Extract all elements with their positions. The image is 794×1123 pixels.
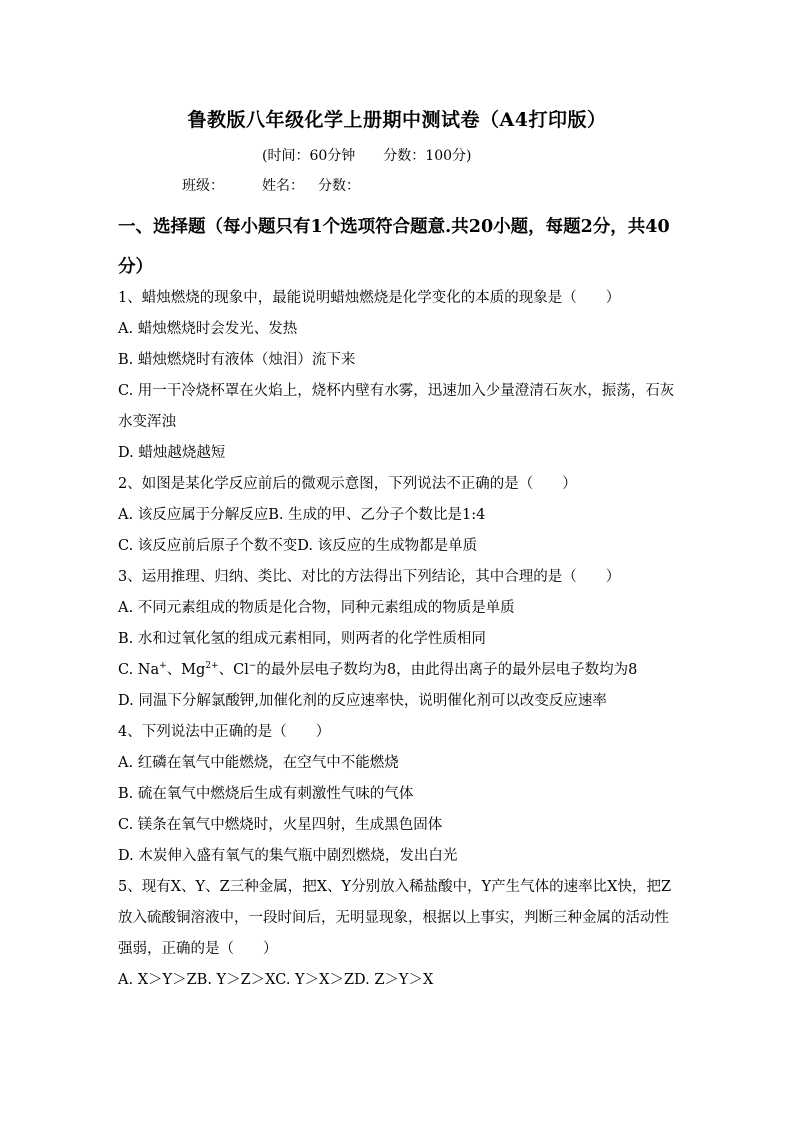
name-label: 姓名： <box>262 178 304 194</box>
question-3-option-d: D. 同温下分解氯酸钾,加催化剂的反应速率快，说明催化剂可以改变反应速率 <box>118 693 607 709</box>
question-1-stem: 1、蜡烛燃烧的现象中，最能说明蜡烛燃烧是化学变化的本质的现象是（ ） <box>118 290 621 306</box>
page-title: 鲁教版八年级化学上册期中测试卷（A4打印版） <box>187 109 607 131</box>
question-3-option-b: B. 水和过氧化氢的组成元素相同，则两者的化学性质相同 <box>118 631 486 647</box>
question-2-options-ab: A. 该反应属于分解反应B. 生成的甲、乙分子个数比是1:4 <box>118 507 486 523</box>
question-5-stem: 5、现有X、Y、Z三种金属，把X、Y分别放入稀盐酸中，Y产生气体的速率比X快，把Z放入硫酸铜溶液中，一段时间后，无明显现象，根据以上事实，判断三种金属的活动性强弱，正确的是（ ） <box>118 879 672 957</box>
question-4-option-d: D. 木炭伸入盛有氧气的集气瓶中剧烈燃烧，发出白光 <box>118 848 458 864</box>
question-1-option-c: C. 用一干冷烧杯罩在火焰上，烧杯内壁有水雾，迅速加入少量澄清石灰水，振荡，石灰水变浑浊 <box>118 383 675 430</box>
time-limit: (时间：60分钟 <box>262 148 356 164</box>
charge-sup: 2+ <box>205 661 219 672</box>
option-c-text: C. Na <box>118 662 160 678</box>
question-3-stem: 3、运用推理、归纳、类比、对比的方法得出下列结论，其中合理的是（ ） <box>118 569 621 585</box>
charge-sup: + <box>159 661 167 672</box>
charge-sup: − <box>248 661 257 672</box>
question-4-option-c: C. 镁条在氧气中燃烧时，火星四射，生成黑色固体 <box>118 817 443 833</box>
total-score: 分数：100分) <box>383 148 472 164</box>
question-4-option-a: A. 红磷在氧气中能燃烧，在空气中不能燃烧 <box>118 755 399 771</box>
section-heading: 一、选择题（每小题只有1个选项符合题意.共20小题，每题2分，共40分） <box>118 217 670 277</box>
question-3-option-c <box>118 655 637 686</box>
option-c-text: 、Mg <box>166 662 206 678</box>
question-4-option-b: B. 硫在氧气中燃烧后生成有刺激性气味的气体 <box>118 786 414 802</box>
question-1-option-a: A. 蜡烛燃烧时会发光、发热 <box>118 321 298 337</box>
student-info <box>182 175 360 195</box>
exam-meta <box>262 145 471 165</box>
option-c-text: 的最外层电子数均为8，由此得出离子的最外层电子数均为8 <box>256 662 638 678</box>
question-2-stem: 2、如图是某化学反应前后的微观示意图，下列说法不正确的是（ ） <box>118 476 577 492</box>
question-2-options-cd: C. 该反应前后原子个数不变D. 该反应的生成物都是单质 <box>118 538 478 554</box>
option-c-text: 、Cl <box>218 662 249 678</box>
question-4-stem: 4、下列说法中正确的是（ ） <box>118 724 331 740</box>
question-3-option-a: A. 不同元素组成的物质是化合物，同种元素组成的物质是单质 <box>118 600 515 616</box>
score-label: 分数： <box>318 178 360 194</box>
question-1-option-d: D. 蜡烛越烧越短 <box>118 445 226 461</box>
question-1-option-b: B. 蜡烛燃烧时有液体（烛泪）流下来 <box>118 352 356 368</box>
question-5-options: A. X＞Y＞ZB. Y＞Z＞XC. Y＞X＞ZD. Z＞Y＞X <box>118 972 434 988</box>
class-label: 班级： <box>182 178 224 194</box>
